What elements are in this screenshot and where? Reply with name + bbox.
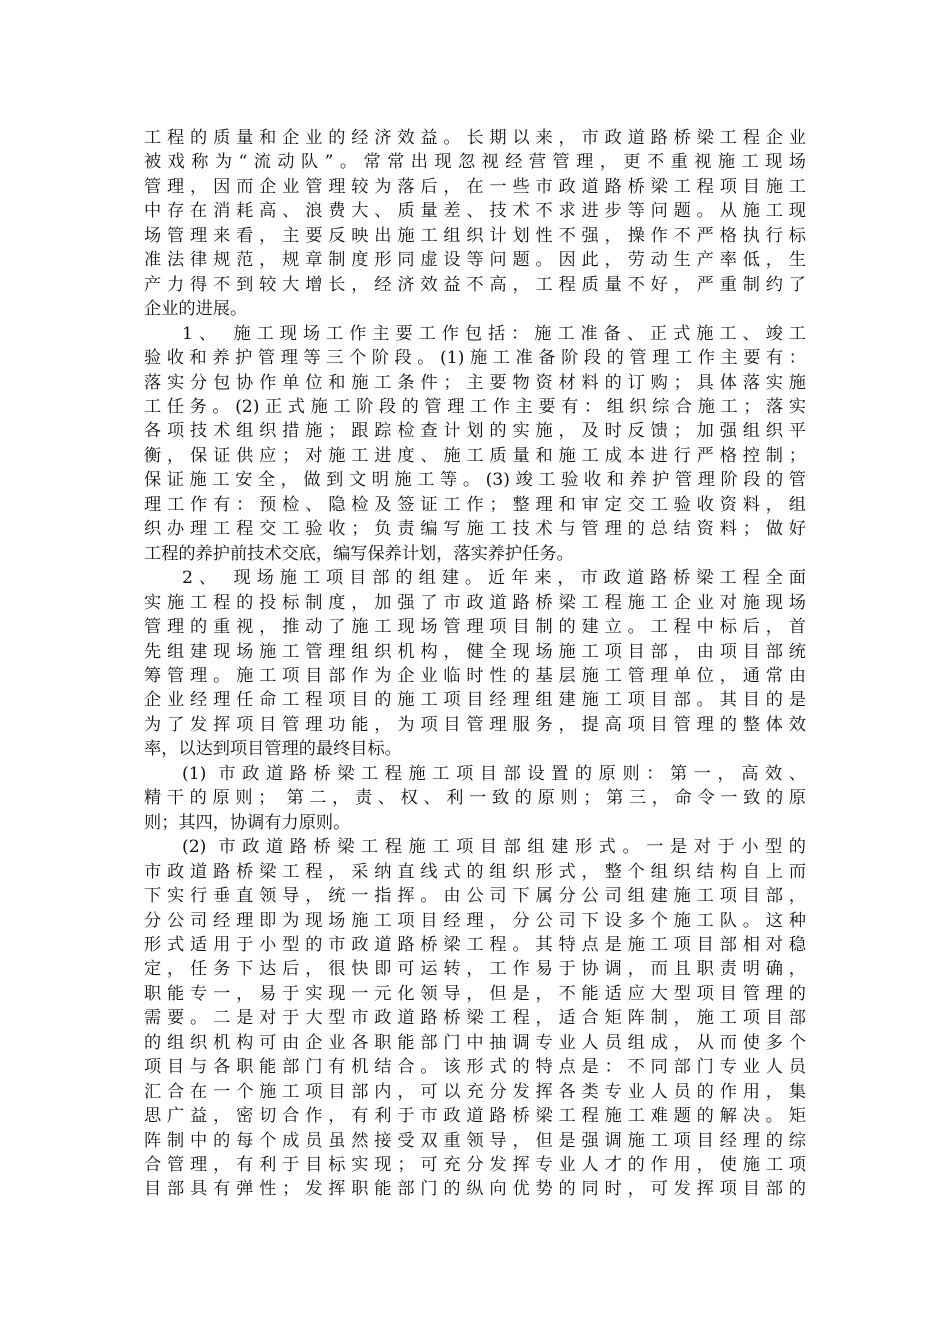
text-line: 准法律规范，规章制度形同虚设等问题。因此，劳动生产率低，生	[144, 250, 806, 271]
text-line: 被戏称为“流动队”。常常出现忽视经营管理，更不重视施工现场	[144, 152, 806, 173]
text-line: 汇合在一个施工项目部内，可以充分发挥各类专业人员的作用，集	[144, 1081, 806, 1102]
text-line: 企业经理任命工程项目的施工项目经理组建施工项目部。其目的是	[144, 690, 806, 711]
text-line: 则；其四，协调有力原则。	[144, 812, 351, 833]
text-line: 目部具有弹性；发挥职能部门的纵向优势的同时，可发挥项目部的	[144, 1179, 806, 1200]
text-line: 的组织机构可由企业各职能部门中抽调专业人员组成，从而使多个	[144, 1032, 806, 1053]
text-line: 织办理工程交工验收；负责编写施工技术与管理的总结资料；做好	[144, 519, 806, 540]
text-line: 思广益，密切合作，有利于市政道路桥梁工程施工难题的解决。矩	[144, 1106, 806, 1127]
text-line: 精干的原则； 第二，责、权、利一致的原则；第三，命令一致的原	[144, 788, 806, 809]
text-line: 各项技术组织措施；跟踪检查计划的实施，及时反馈；加强组织平	[144, 421, 806, 442]
text-line: 项目与各职能部门有机结合。该形式的特点是：不同部门专业人员	[144, 1057, 806, 1078]
text-line: 市政道路桥梁工程，采纳直线式的组织形式，整个组织结构自上而	[144, 861, 806, 882]
text-line: 率，以达到项目管理的最终目标。	[144, 739, 402, 760]
text-line: (1) 市政道路桥梁工程施工项目部设置的原则：第一，高效、	[182, 763, 806, 784]
text-line: 管理，因而企业管理较为落后，在一些市政道路桥梁工程项目施工	[144, 176, 806, 197]
text-line: 下实行垂直领导，统一指挥。由公司下属分公司组建施工项目部，	[144, 886, 806, 907]
text-line: 理工作有：预检、隐检及签证工作；整理和审定交工验收资料，组	[144, 494, 806, 515]
text-line: 实施工程的投标制度，加强了市政道路桥梁工程施工企业对施现场	[144, 592, 806, 613]
text-line: 阵制中的每个成员虽然接受双重领导，但是强调施工项目经理的综	[144, 1130, 806, 1151]
text-line: 管理的重视，推动了施工现场管理项目制的建立。工程中标后，首	[144, 617, 806, 638]
text-line: 2、 现场施工项目部的组建。近年来，市政道路桥梁工程全面	[182, 568, 806, 589]
text-line: 落实分包协作单位和施工条件；主要物资材料的订购；具体落实施	[144, 372, 806, 393]
text-line: 为了发挥项目管理功能，为项目管理服务，提高项目管理的整体效	[144, 714, 806, 735]
text-line: 衡，保证供应；对施工进度、施工质量和施工成本进行严格控制；	[144, 445, 806, 466]
text-line: 产力得不到较大增长，经济效益不高，工程质量不好，严重制约了	[144, 274, 806, 295]
text-line: 职能专一，易于实现一元化领导，但是，不能适应大型项目管理的	[144, 983, 806, 1004]
text-line: 1、 施工现场工作主要工作包括：施工准备、正式施工、竣工	[182, 323, 806, 344]
text-line: 工程的养护前技术交底，编写保养计划，落实养护任务。	[144, 543, 574, 564]
text-line: 分公司经理即为现场施工项目经理，分公司下设多个施工队。这种	[144, 910, 806, 931]
text-line: 工程的质量和企业的经济效益。长期以来，市政道路桥梁工程企业	[144, 128, 806, 148]
text-line: 需要。二是对于大型市政道路桥梁工程，适合矩阵制，施工项目部	[144, 1008, 806, 1029]
text-line: 筹管理。施工项目部作为企业临时性的基层施工管理单位，通常由	[144, 665, 806, 686]
text-line: 合管理，有利于目标实现；可充分发挥专业人才的作用，使施工项	[144, 1155, 806, 1176]
text-line: 工任务。(2)正式施工阶段的管理工作主要有：组织综合施工；落实	[144, 396, 806, 417]
text-line: 先组建现场施工管理组织机构，健全现场施工项目部，由项目部统	[144, 641, 806, 662]
text-line: 验收和养护管理等三个阶段。(1)施工准备阶段的管理工作主要有：	[144, 348, 806, 369]
text-line: 形式适用于小型的市政道路桥梁工程。其特点是施工项目部相对稳	[144, 934, 806, 955]
text-line: 保证施工安全，做到文明施工等。(3)竣工验收和养护管理阶段的管	[144, 470, 806, 491]
text-line: 企业的进展。	[144, 299, 248, 320]
text-line: (2) 市政道路桥梁工程施工项目部组建形式。一是对于小型的	[182, 837, 806, 858]
text-line: 中存在消耗高、浪费大、质量差、技术不求进步等问题。从施工现	[144, 201, 806, 222]
text-line: 场管理来看，主要反映出施工组织计划性不强，操作不严格执行标	[144, 225, 806, 246]
body-text	[144, 126, 806, 1202]
text-line: 定，任务下达后，很快即可运转，工作易于协调，而且职责明确，	[144, 959, 806, 980]
